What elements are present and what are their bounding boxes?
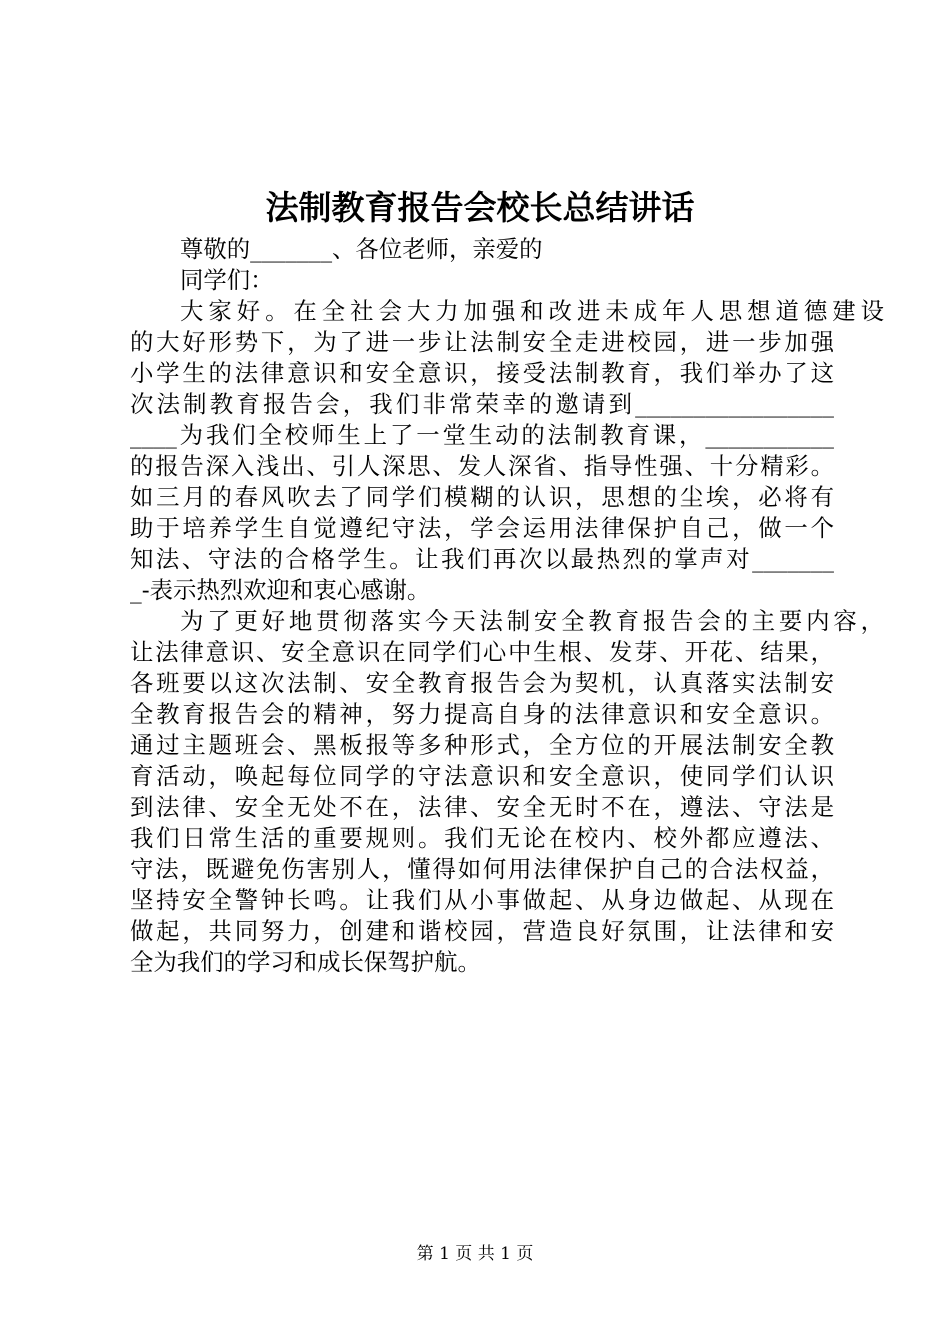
salutation-line: 同学们： — [180, 266, 274, 294]
page-footer: 第 1 页 共 1 页 — [416, 1244, 534, 1264]
document-title: 法制教育报告会校长总结讲话 — [265, 188, 695, 227]
paragraph-line: 次法制教育报告会，我们非常荣幸的邀请到_________________ — [130, 390, 834, 418]
paragraph-line: 守法，既避免伤害别人，懂得如何用法律保护自己的合法权益， — [130, 855, 834, 883]
paragraph-line: 的报告深入浅出、引人深思、发人深省、指导性强、十分精彩。 — [130, 452, 834, 480]
paragraph-line: 助于培养学生自觉遵纪守法，学会运用法律保护自己，做一个 — [130, 514, 834, 542]
paragraph-line: 我们日常生活的重要规则。我们无论在校内、校外都应遵法、 — [130, 824, 834, 852]
salutation-line: 尊敬的_______、各位老师，亲爱的 — [180, 235, 543, 263]
paragraph-line: 让法律意识、安全意识在同学们心中生根、发芽、开花、结果， — [130, 638, 834, 666]
paragraph-line: 做起，共同努力，创建和谐校园，营造良好氛围，让法律和安 — [130, 917, 834, 945]
paragraph-line: 各班要以这次法制、安全教育报告会为契机，认真落实法制安 — [130, 669, 834, 697]
paragraph-line: 的大好形势下，为了进一步让法制安全走进校园，进一步加强 — [130, 328, 834, 356]
paragraph-line: 到法律、安全无处不在，法律、安全无时不在，遵法、守法是 — [130, 793, 834, 821]
paragraph-line: 为了更好地贯彻落实今天法制安全教育报告会的主要内容， — [180, 607, 884, 635]
paragraph-line: _-表示热烈欢迎和衷心感谢。 — [130, 576, 431, 604]
paragraph-line: 如三月的春风吹去了同学们模糊的认识，思想的尘埃，必将有 — [130, 483, 834, 511]
paragraph-line: ____为我们全校师生上了一堂生动的法制教育课，___________ — [130, 421, 834, 449]
paragraph-line: 全为我们的学习和成长保驾护航。 — [130, 948, 481, 976]
paragraph-line: 通过主题班会、黑板报等多种形式，全方位的开展法制安全教 — [130, 731, 834, 759]
document-body — [130, 234, 884, 978]
paragraph-line: 坚持安全警钟长鸣。让我们从小事做起、从身边做起、从现在 — [130, 886, 834, 914]
paragraph-line: 小学生的法律意识和安全意识，接受法制教育，我们举办了这 — [130, 359, 834, 387]
paragraph-line: 全教育报告会的精神，努力提高自身的法律意识和安全意识。 — [130, 700, 834, 728]
paragraph-line: 大家好。在全社会大力加强和改进未成年人思想道德建设 — [180, 297, 884, 325]
paragraph-line: 育活动，唤起每位同学的守法意识和安全意识，使同学们认识 — [130, 762, 834, 790]
paragraph-line: 知法、守法的合格学生。让我们再次以最热烈的掌声对_______ — [130, 545, 834, 573]
